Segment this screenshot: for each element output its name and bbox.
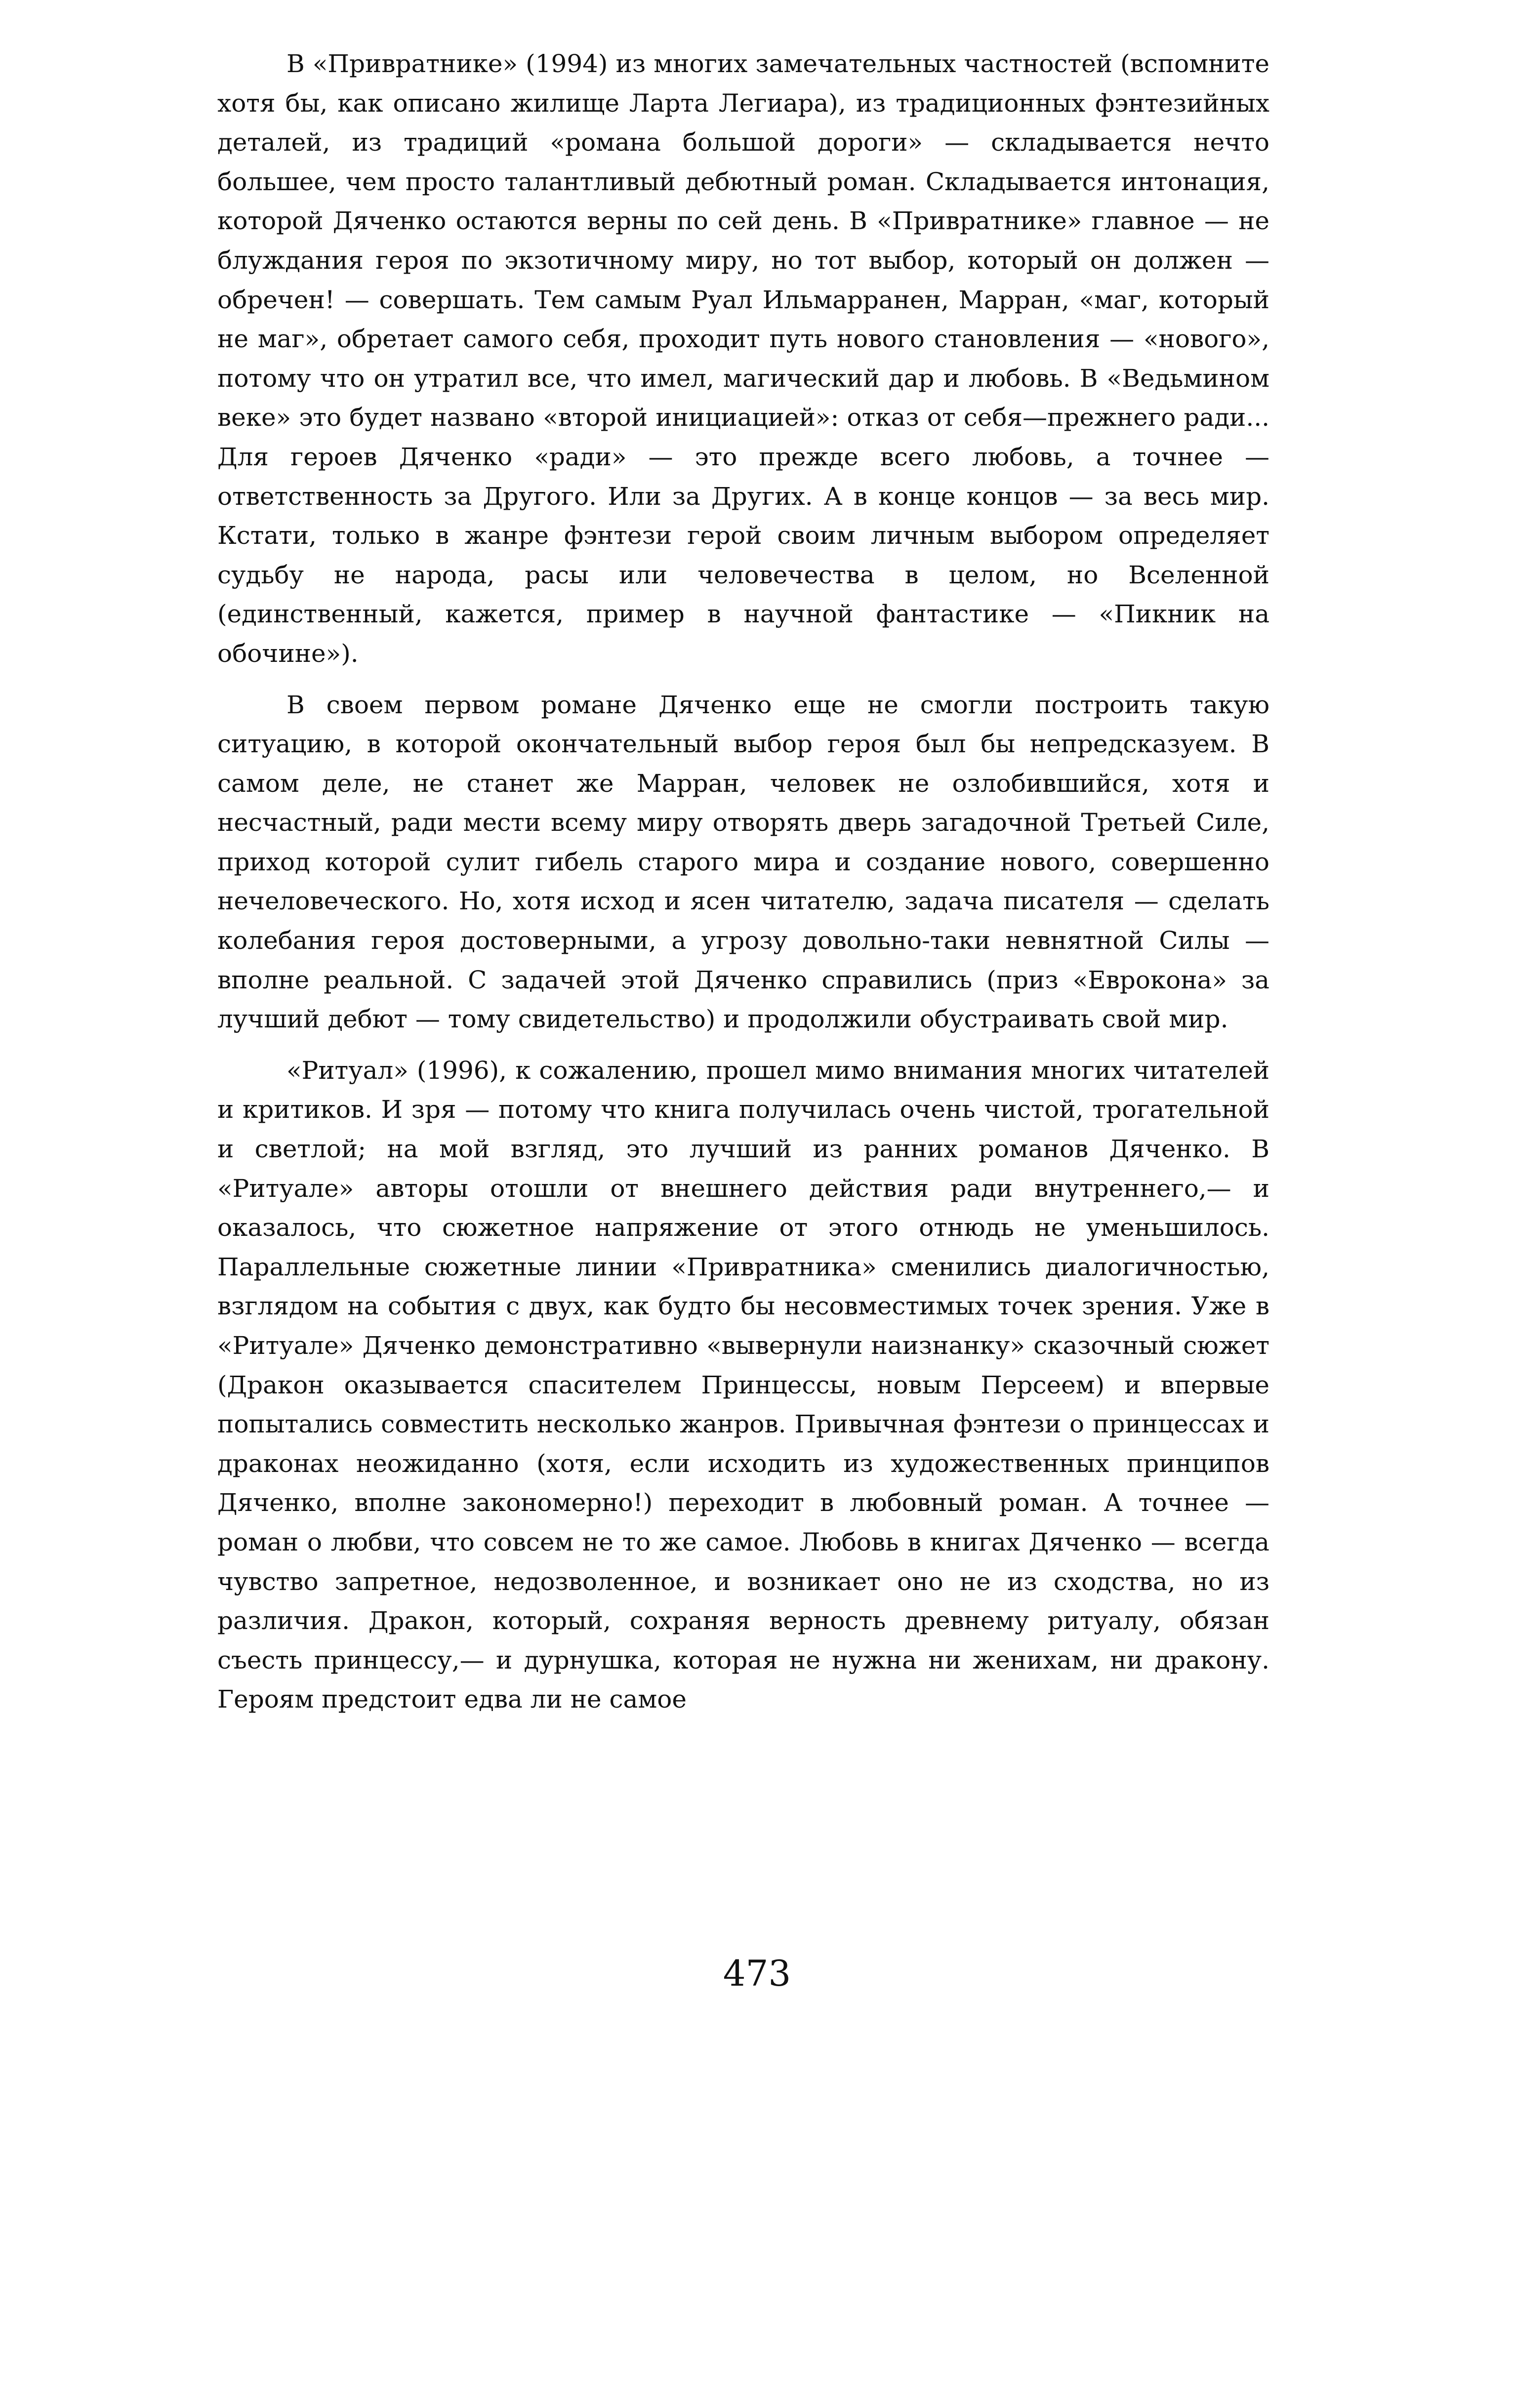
- page-number: 473: [723, 1953, 791, 1994]
- paragraph-1: В «Привратнике» (1994) из многих замечательных частностей (вспомните хотя бы, как описано жилище Ларта Легиара), из традиционных фэнтезийных деталей, из традиций «романа большой дороги» — складывается нечто большее, чем просто талантливый дебютный роман. Складывается интонация, которой Дяченко остаются верны по сей день. В «Привратнике» главное — не блуждания героя по экзотичному миру, но тот выбор, который он должен — обречен! — совершать. Тем самым Руал Ильмарранен, Марран, «маг, который не маг», обретает самого себя, проходит путь нового становления — «нового», потому что он утратил все, что имел, магический дар и любовь. В «Ведьмином веке» это будет названо «второй инициацией»: отказ от себя—прежнего ради... Для героев Дяченко «ради» — это прежде всего любовь, а точнее — ответственность за Другого. Или за Других. А в конце концов — за весь мир. Кстати, только в жанре фэнтези герой своим личным выбором определяет судьбу не народа, расы или человечества в целом, но Вселенной (единственный, кажется, пример в научной фантастике — «Пикник на обочине»).: [217, 49, 1269, 668]
- paragraph-3: «Ритуал» (1996), к сожалению, прошел мимо внимания многих читателей и критиков. И зря — потому что книга получилась очень чистой, трогательной и светлой; на мой взгляд, это лучший из ранних романов Дяченко. В «Ритуале» авторы отошли от внешнего действия ради внутреннего,— и оказалось, что сюжетное напряжение от этого отнюдь не уменьшилось. Параллельные сюжетные линии «Привратника» сменились диалогичностью, взглядом на события с двух, как будто бы несовместимых точек зрения. Уже в «Ритуале» Дяченко демонстративно «вывернули наизнанку» сказочный сюжет (Дракон оказывается спасителем Принцессы, новым Персеем) и впервые попытались совместить несколько жанров. Привычная фэнтези о принцессах и драконах неожиданно (хотя, если исходить из художественных принципов Дяченко, вполне закономерно!) переходит в любовный роман. А точнее — роман о любви, что совсем не то же самое. Любовь в книгах Дяченко — всегда чувство запретное, недозволенное, и возникает оно не из сходства, но из различия. Дракон, который, сохраняя верность древнему ритуалу, обязан съесть принцессу,— и дурнушка, которая не нужна ни женихам, ни дракону. Героям предстоит едва ли не самое: [217, 1056, 1269, 1714]
- paragraph-2: В своем первом романе Дяченко еще не смогли построить такую ситуацию, в которой окончательный выбор героя был бы непредсказуем. В самом деле, не станет же Марран, человек не озлобившийся, хотя и несчастный, ради мести всему миру отворять дверь загадочной Третьей Силе, приход которой сулит гибель старого мира и создание нового, совершенно нечеловеческого. Но, хотя исход и ясен читателю, задача писателя — сделать колебания героя достоверными, а угрозу довольно-таки невнятной Силы — вполне реальной. С задачей этой Дяченко справились (приз «Еврокона» за лучший дебют — тому свидетельство) и продолжили обустраивать свой мир.: [217, 690, 1269, 1034]
- body-text: [217, 44, 1269, 1719]
